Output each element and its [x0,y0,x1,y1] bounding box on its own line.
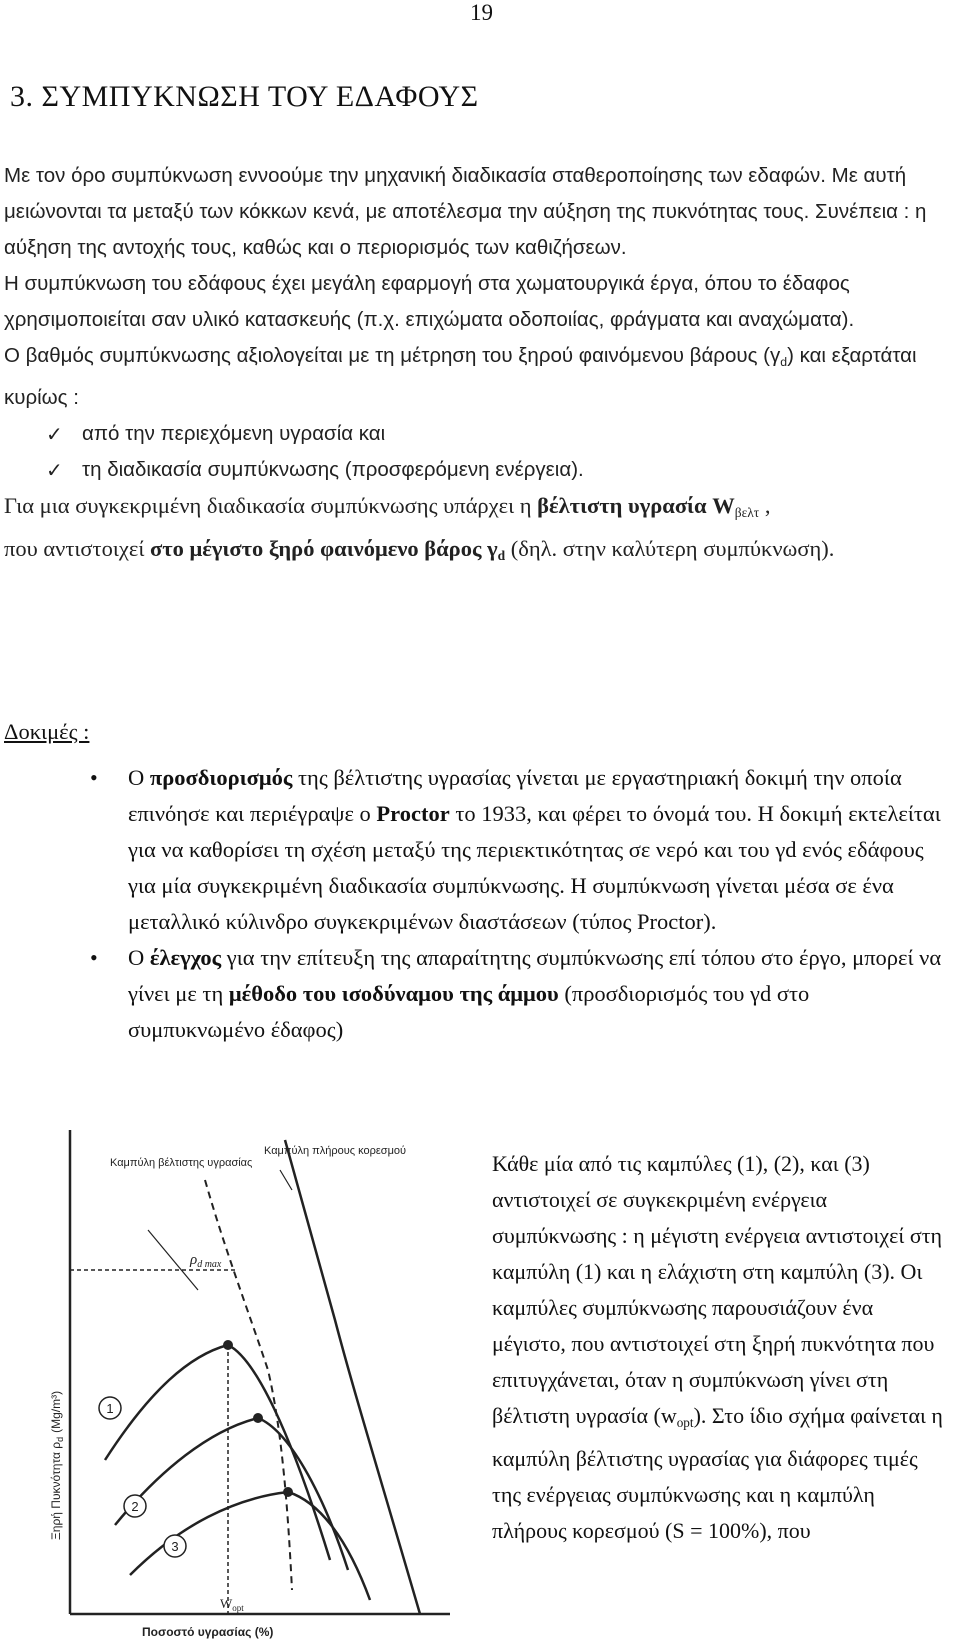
test-item-field-check: • Ο έλεγχος για την επίτευξη της απαραίτητης συμπύκνωσης επί τόπου στο έργο, μπορεί να γίνει με τη μέθοδο του ισοδύναμου της άμμου (προσδιορισμός του γd στο συμπυκνωμένο έδαφος) [4,940,944,1048]
check-icon: ✓ [46,458,63,482]
compaction-curves-figure [30,1130,470,1644]
x-axis-label: Ποσοστό υγρασίας (%) [142,1625,274,1639]
intro-paragraph-degree [4,338,944,416]
w-opt-subscript: opt [676,1415,694,1430]
intro-paragraph-definition: Με τον όρο συμπύκνωση εννοούμε την μηχανική διαδικασία σταθεροποίησης των εδαφών. Με αυτή μειώνονται τα μεταξύ των κόκκων κενά, με αποτέλεσμα την αύξηση της πυκνότητας τους. Συνέπεια : η αύξηση της αντοχής τους, καθώς και ο περιορισμός των καθιζήσεων. [4,164,927,259]
curve-label-2: 2 [131,1499,139,1514]
saturation-curve-label: Καμπύλη πλήρους κορεσμού [264,1145,407,1157]
compaction-curve-1 [105,1345,330,1560]
curve-label-1: 1 [106,1401,114,1416]
max-weight-paragraph [4,531,944,574]
y-axis-label: Ξηρή Πυκνότητα $\rho_d(Mg/m^3)$ [49,1390,65,1540]
section-heading: 3. ΣΥΜΠΥΚΝΩΣΗ ΤΟΥ ΕΔΑΦΟΥΣ [10,80,479,113]
optimum-moisture-paragraph [4,488,944,531]
compaction-curves-diagram [30,1130,470,1644]
bold-term: Proctor [376,801,450,826]
saturation-label-pointer [280,1170,292,1190]
optimum-curve-label: Καμπύλη βέλτιστης υγρασίας [110,1157,253,1169]
peak-point-2 [253,1413,263,1423]
max-weight-bold: στο μέγιστο ξηρό φαινόμενο βάρος $\gamma_d$ [150,536,506,563]
degree-text-1: Ο βαθμός συμπύκνωσης αξιολογείται με τη μέτρηση του ξηρού φαινόμενου βάρους (γ [4,344,781,367]
checklist-item [46,416,944,452]
degree-subscript: d [780,355,788,369]
optimum-subscript: βελτ [734,505,760,520]
bold-term: μέθοδο του ισοδύναμου της άμμου [228,981,559,1006]
figure-description-paragraph: Κάθε μία από τις καμπύλες (1), (2), και (3) αντιστοιχεί σε συγκεκριμένη ενέργεια συμπύκνωσης : η μέγιστη ενέργεια αντιστοιχεί στη καμπύλη (1) και η ελάχιστη στη καμπύλη (3). Οι καμπύλες συμπύκνωσης παρουσιάζουν ένα μέγιστο, που αντιστοιχεί στη ξηρή πυκνότητα που επιτυγχάνεται, όταν η συμπύκνωση γίνει στη βέλτιστη υγρασία $(w_{opt})$. Στο ίδιο σχήμα φαίνεται η καμπύλη βέλτιστης υγρασίας για διάφορες τιμές της ενέργειας συμπύκνωσης και η καμπύλη πλήρους κορεσμού (S = 100%), που [492,1151,943,1543]
bullet-icon: • [90,945,98,970]
intro-section [4,158,944,574]
rho-max-label: $\rho_{d max}$ [190,1252,222,1270]
bold-term: έλεγχος [149,945,222,970]
figure-description [492,1146,952,1549]
optimum-bold: βέλτιστη υγρασία W [537,493,735,518]
factor-checklist [4,416,944,488]
tests-list [4,760,944,1048]
optimum-text-1: Για μια συγκεκριμένη διαδικασία συμπύκνωσης υπάρχει η [4,493,538,518]
checklist-item-label: από την περιεχόμενη υγρασία και [82,422,386,445]
test-item-proctor: • Ο προσδιορισμός της βέλτιστης υγρασίας γίνεται με εργαστηριακή δοκιμή την οποία επινόησε και περιέγραψε ο Proctor το 1933, και φέρει το όνομά του. Η δοκιμή εκτελείται για να καθορίσει τη σχέση μεταξύ της περιεκτικότητας σε νερό και του γd ενός εδάφους για μία συγκεκριμένη διαδικασία συμπύκνωσης. Η συμπύκνωση γίνεται μέσα σε ένα μεταλλικό κύλινδρο συγκεκριμένων διαστάσεων (τύπος Proctor). [4,760,944,940]
tests-heading: Δοκιμές : [4,719,90,744]
max-weight-text-2: (δηλ. στην καλύτερη συμπύκνωση). [505,536,835,561]
bold-term: προσδιορισμός [149,765,293,790]
tests-section [4,714,944,1048]
checklist-item [46,452,944,488]
w-opt-label: $W_{opt}$ [220,1596,244,1613]
saturation-curve [285,1140,420,1614]
bullet-icon: • [90,765,98,790]
intro-paragraph-application: Η συμπύκνωση του εδάφους έχει μεγάλη εφαρμογή στα χωματουργικά έργα, όπου το έδαφος χρησιμοποιείται σαν υλικό κατασκευής (π.χ. επιχώματα οδοποιίας, φράγματα και αναχώματα). [4,272,855,331]
peak-point-3 [283,1487,293,1497]
compaction-curve-2 [115,1418,348,1570]
degree-text-2: ) και εξαρτάται κυρίως : [4,344,917,409]
page-number: 19 [470,0,493,25]
check-icon: ✓ [46,422,63,446]
max-weight-text-1: που αντιστοιχεί [4,536,151,561]
optimum-moisture-curve [205,1180,292,1590]
checklist-item-label: τη διαδικασία συμπύκνωσης (προσφερόμενη ενέργεια). [82,458,584,481]
curve-label-3: 3 [171,1539,179,1554]
optimum-text-2: , [759,493,771,518]
